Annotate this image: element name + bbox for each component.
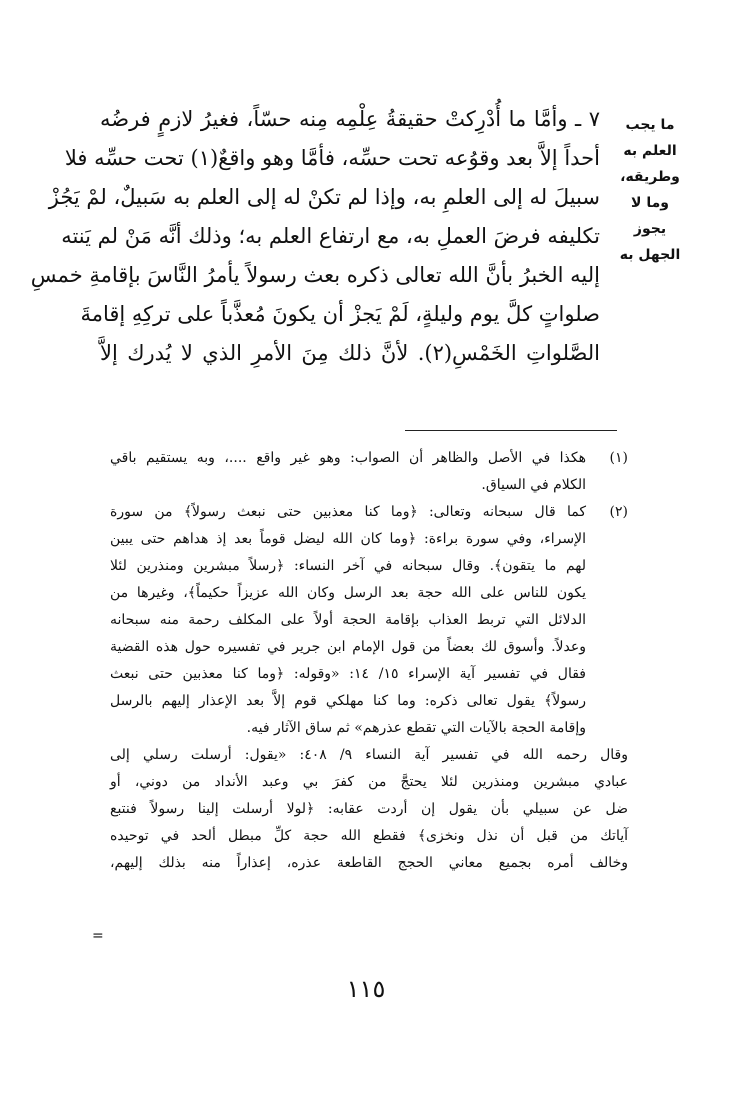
margin-note xyxy=(604,112,696,268)
margin-note-line: وما لا xyxy=(631,195,669,211)
main-text-line: سبيلَ له إلى العلمِ به، وإذا لم تكنْ له إلى العلم به سَبيلٌ، لمْ يَجُزْ xyxy=(48,185,600,209)
footnote-line: هكذا في الأصل والظاهر أن الصواب: وهو غير واقع ....، وبه يستقيم باقي xyxy=(110,450,586,466)
margin-note-line: العلم به xyxy=(623,143,677,159)
footnote-separator xyxy=(405,430,617,431)
main-text-line: أحداً إلاَّ بعد وقوُعه تحت حسِّه، فأمَّا وهو واقعٌ(١) تحت حسِّه فلا xyxy=(64,146,600,170)
footnote-line: يكون للناس على الله حجة بعد الرسل وكان الله عزيزاً حكيماً﴾، وغيرها من xyxy=(110,585,586,601)
margin-note-line: وطريقه، xyxy=(620,169,680,185)
footnote-line: وقال رحمه الله في تفسير آية النساء ٩/ ٤٠٨: «يقول: أرسلت رسلي إلى xyxy=(110,747,629,763)
footnote-line: وإقامة الحجة بالآيات التي تقطع عذرهم» ثم ساق الآثار فيه. xyxy=(246,720,586,736)
continuation-mark: = xyxy=(92,928,104,944)
main-text-line: ٧ ـ وأمَّا ما أُدْرِكتْ حقيقةُ عِلْمِه مِنه حسّاً، فغيرُ لازمٍ فرضُه xyxy=(100,107,600,131)
footnote-line: فقال في تفسير آية الإسراء ١٥/ ١٤: «وقوله: ﴿وما كنا معذبين حتى نبعث xyxy=(110,666,587,682)
footnote-line: وعدلاً. وأسوق لك بعضاً من قول الإمام ابن جرير في تفسيره حول هذه القضية xyxy=(110,639,586,655)
footnote-number: (٢) xyxy=(609,504,628,520)
page-number: ١١٥ xyxy=(346,975,386,1003)
main-text-line: صلواتٍ كلَّ يوم وليلةٍ، لَمْ يَجزْ أن يكونَ مُعذَّباً على تركِهِ إقامةَ xyxy=(80,302,600,326)
footnote-line: ضل عن سبيلي بأن يقول إن أردت عقابه: ﴿لولا أرسلت إلينا رسولاً فنتبع xyxy=(110,801,628,817)
main-text-block xyxy=(30,100,601,373)
main-text-line: تكليفه فرضَ العملِ به، مع ارتفاع العلم به؛ وذلك أنَّه مَنْ لم يَنته xyxy=(61,224,600,248)
footnote-line: رسولاً﴾ يقول تعالى ذكره: وما كنا مهلكي قوم إلاَّ بعد الإعذار إليهم بالرسل xyxy=(110,693,586,709)
margin-note-line: يجوز xyxy=(633,221,667,237)
footnote-number: (١) xyxy=(609,450,628,466)
main-text-line: إليه الخبرُ بأنَّ الله تعالى ذكره بعث رسولاً يأمرُ النَّاسَ بإقامةِ خمسِ xyxy=(30,263,600,287)
main-text-line: الصَّلواتِ الخَمْسِ(٢). لأنَّ ذلك مِنَ الأمرِ الذي لا يُدرك إلاَّ xyxy=(100,341,601,365)
footnote-1 xyxy=(110,445,628,499)
footnote-line: آياتك من قبل أن نذل ونخزى﴾ فقطع الله حجة كلِّ مبطل ألحد في توحيده xyxy=(110,828,628,844)
footnotes xyxy=(110,445,628,877)
footnote-line: وخالف أمره بجميع معاني الحجج القاطعة عذره، إعذاراً منه بذلك إليهم، xyxy=(110,855,628,871)
footnote-line: عبادي مبشرين ومنذرين لئلا يحتجَّ من كفرَ بي وعبد الأنداد من دوني، أو xyxy=(110,774,628,790)
footnote-line: الدلائل التي تربط العذاب بإقامة الحجة أولاً على المكلف رحمة منه سبحانه xyxy=(110,612,586,628)
footnote-2 xyxy=(110,499,628,742)
margin-note-line: الجهل به xyxy=(619,247,681,263)
margin-note-line: ما يجب xyxy=(625,117,675,133)
footnote-line: لهم ما يتقون﴾. وقال سبحانه في آخر النساء: ﴿رسلاً مبشرين ومنذرين لئلا xyxy=(110,558,586,574)
footnote-2-continuation xyxy=(110,742,670,877)
footnote-line: الإسراء، وفي سورة براءة: ﴿وما كان الله ليضل قوماً بعد إذ هداهم حتى يبين xyxy=(110,531,586,547)
footnote-line: كما قال سبحانه وتعالى: ﴿وما كنا معذبين حتى نبعث رسولاً﴾ من سورة xyxy=(110,504,586,520)
footnote-line: الكلام في السياق. xyxy=(481,477,586,493)
